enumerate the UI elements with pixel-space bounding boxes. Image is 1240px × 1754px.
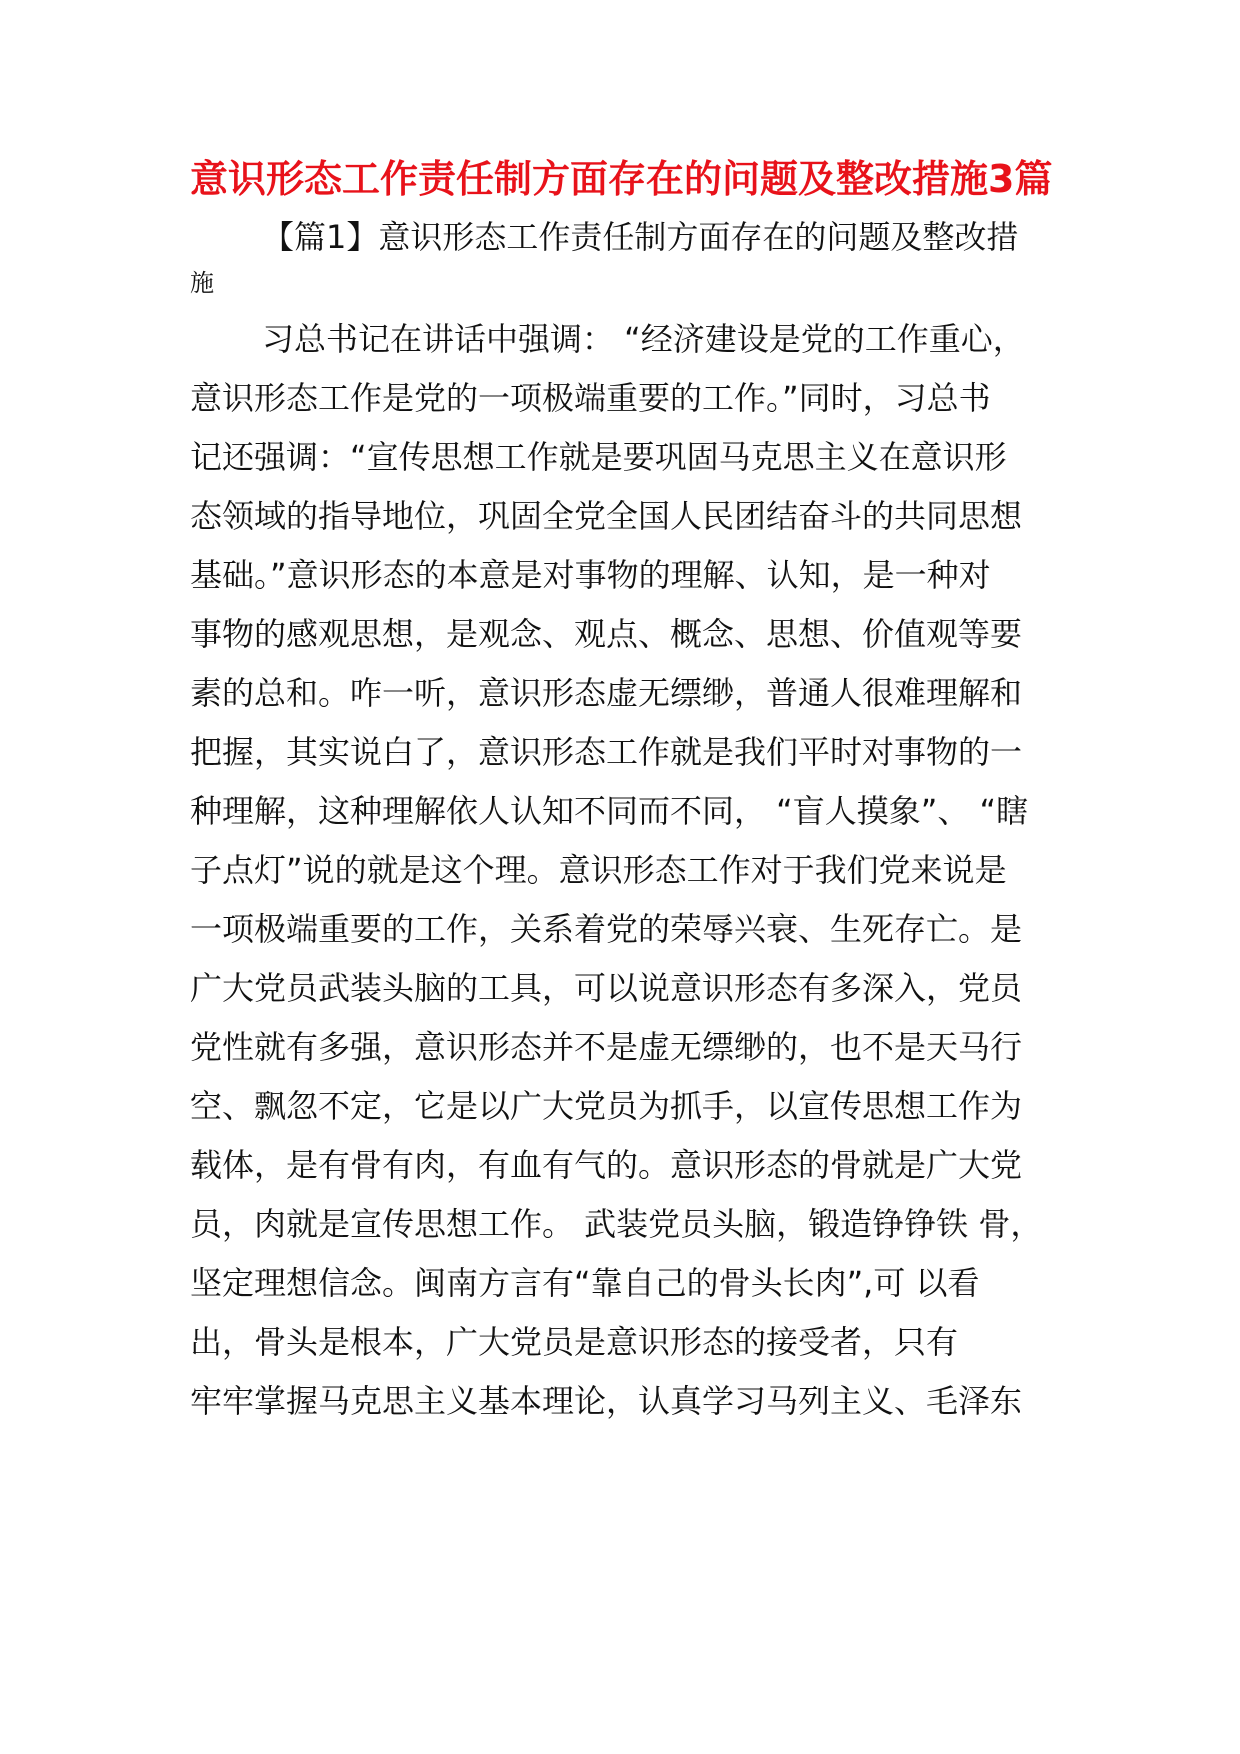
body-line: 意识形态工作是党的一项极端重要的工作。”同时，习总书 [190,379,991,417]
body-line: 载体，是有骨有肉，有血有气的。意识形态的骨就是广大党 [190,1146,1023,1184]
body-line: 牢牢掌握马克思主义基本理论，认真学习马列主义、毛泽东 [190,1382,1023,1420]
body-line: 种理解，这种理解依人认知不同而不同， “盲人摸象”、 “瞎 [190,792,1029,830]
body-line: 子点灯”说的就是这个理。意识形态工作对于我们党来说是 [190,851,1007,889]
body-line: 态领域的指导地位，巩固全党全国人民团结奋斗的共同思想 [190,497,1023,535]
body-line: 事物的感观思想，是观念、观点、概念、思想、价值观等要 [190,615,1023,653]
body-line: 员，肉就是宣传思想工作。 武装党员头脑，锻造铮铮铁 骨， [190,1205,1043,1243]
body-line: 空、飘忽不定，它是以广大党员为抓手，以宣传思想工作为 [190,1087,1023,1125]
body-line: 把握，其实说白了，意识形态工作就是我们平时对事物的一 [190,733,1023,771]
body-line: 一项极端重要的工作，关系着党的荣辱兴衰、生死存亡。是 [190,910,1023,948]
section-heading-line-2: 施 [190,269,214,297]
body-line: 坚定理想信念。闽南方言有“靠自己的骨头长肉”,可 以看 [190,1264,980,1302]
body-line: 素的总和。咋一听，意识形态虚无缥缈，普通人很难理解和 [190,674,1023,712]
body-line: 广大党员武装头脑的工具，可以说意识形态有多深入，党员 [190,969,1023,1007]
section-heading-line-1: 【篇1】意识形态工作责任制方面存在的问题及整改措 [262,218,1019,256]
body-line: 出，骨头是根本，广大党员是意识形态的接受者，只有 [190,1323,959,1361]
body-line: 记还强调：“宣传思想工作就是要巩固马克思主义在意识形 [190,438,1007,476]
body-line: 习总书记在讲话中强调： “经济建设是党的工作重心， [262,320,1025,358]
document-title: 意识形态工作责任制方面存在的问题及整改措施3篇 [190,157,1053,201]
body-line: 基础。”意识形态的本意是对事物的理解、认知，是一种对 [190,556,991,594]
body-line: 党性就有多强，意识形态并不是虚无缥缈的，也不是天马行 [190,1028,1023,1066]
